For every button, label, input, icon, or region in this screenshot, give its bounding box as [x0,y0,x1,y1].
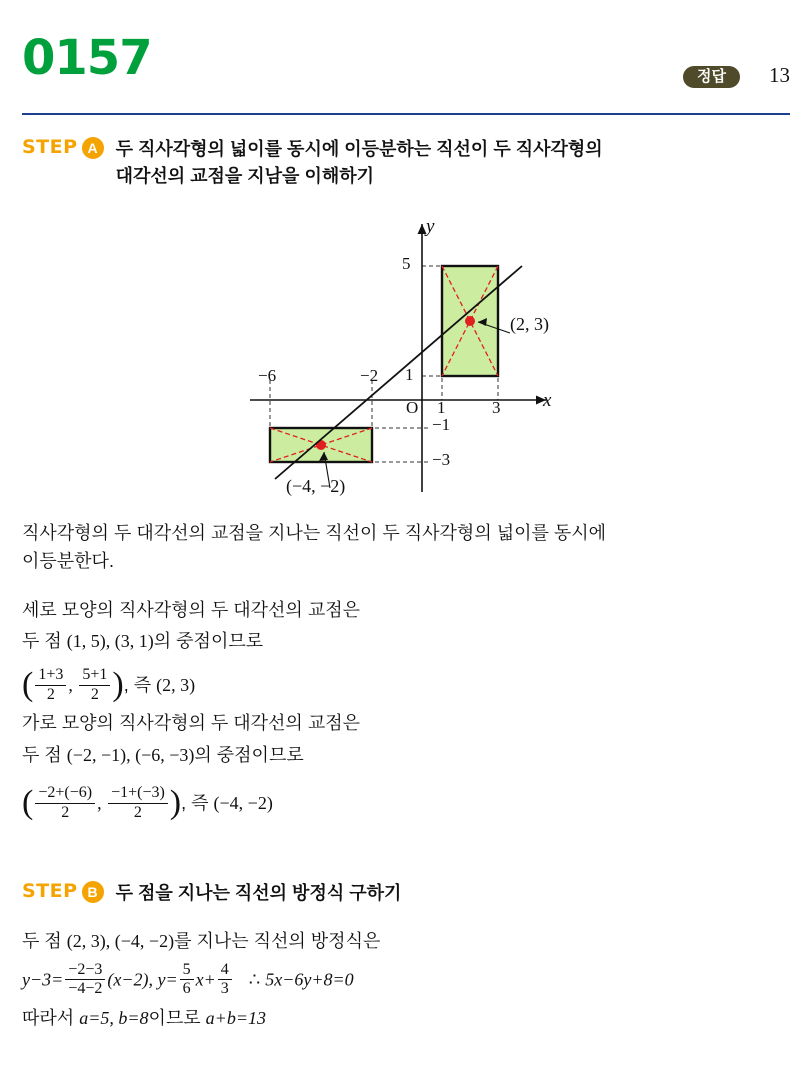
equation-line [22,962,792,1000]
fraction-3-numerator: −2+(−6) [38,784,93,802]
fraction-1-denominator: 2 [35,685,66,704]
fraction-slope-denominator: −4−2 [65,979,105,998]
fraction-slope [65,961,105,999]
fraction-five-six-numerator: 5 [182,961,191,978]
p5-math2: a+b=13 [205,1008,266,1028]
eq3-lhs: y−3= [22,969,64,990]
tick-y5: 5 [402,254,411,273]
paragraph-3-line2 [22,742,792,770]
tick-x1: 1 [437,398,446,417]
point-label-upper: (2, 3) [510,314,549,334]
p4-post: 를 지나는 직선의 방정식은 [174,931,381,951]
eq1-point: (2, 3) [156,675,196,696]
point-label-lower: (−4, −2) [286,476,346,496]
tick-xm2: −2 [360,366,379,385]
paragraph-2-line1 [22,597,792,625]
eq1-tail: , 즉 [123,675,152,696]
page-title: 0157 [22,30,152,86]
paren-open-2: ( [22,784,34,821]
graph-svg [210,208,610,508]
fraction-3 [35,784,95,822]
step-a-header [22,136,782,190]
eq3-therefore: ∴ [248,969,261,990]
fraction-1 [35,666,66,704]
step-a-text [116,136,603,190]
p2-line2-post: 의 중점이므로 [153,631,264,651]
p2-line2-pre: 두 점 [22,631,62,651]
step-a-label: STEP [22,136,78,158]
fraction-4-denominator: 2 [108,803,168,822]
step-b-text: 두 점을 지나는 직선의 방정식 구하기 [115,883,402,903]
paragraph-2-line2 [22,628,792,656]
coordinate-graph [210,208,610,508]
status-badge: 정답 [683,66,740,88]
fraction-five-six-denominator: 6 [180,979,194,998]
step-a-text-line2: 대각선의 교점을 지남을 이해하기 [115,166,374,186]
paren-close-2: ) [169,784,182,821]
fraction-five-six [180,961,194,999]
fraction-four-three [218,961,232,999]
eq3-final: 5x−6y+8=0 [265,969,354,990]
origin-label: O [406,398,419,417]
step-b-badge: B [82,881,104,903]
comma-1: , [68,675,78,696]
p5-pre: 따라서 [22,1008,75,1028]
fraction-2-denominator: 2 [79,685,110,704]
eq3-x: x+ [195,969,216,990]
p1-line2: 이등분한다. [22,550,114,571]
step-b-label: STEP [22,880,78,902]
page-header [0,0,812,118]
fraction-slope-numerator: −2−3 [68,961,103,978]
fraction-four-three-numerator: 4 [220,961,229,978]
eq2-point: (−4, −2) [213,793,273,814]
p5-math: a=5, b=8 [79,1008,149,1028]
eq3-mid: (x−2), y= [107,969,178,990]
answer-value: 13 [769,63,790,87]
p4-pre: 두 점 [22,931,62,951]
p3-line1: 가로 모양의 직사각형의 두 대각선의 교점은 [22,713,360,733]
comma-2: , [97,793,107,814]
y-axis-label: y [426,216,435,237]
tick-x3: 3 [492,398,501,417]
fraction-4 [108,784,168,822]
equation-midpoint-1 [22,660,792,713]
fraction-4-numerator: −1+(−3) [111,784,165,802]
eq2-tail: , 즉 [181,793,209,814]
p3-line2-pre: 두 점 [22,745,62,765]
fraction-2-numerator: 5+1 [82,666,108,684]
midpoint-upper [465,316,475,326]
p3-line2-math: (−2, −1), (−6, −3) [66,745,195,765]
equation-midpoint-2 [22,778,792,831]
paragraph-4 [22,928,792,956]
fraction-2 [79,666,110,704]
p2-line2-math: (1, 5), (3, 1) [66,631,154,651]
x-axis-label: x [543,390,552,411]
paragraph-1 [22,520,792,576]
paragraph-5 [22,1005,792,1033]
p2-line1: 세로 모양의 직사각형의 두 대각선의 교점은 [22,600,360,620]
paragraph-3-line1 [22,710,792,738]
p5-mid: 이므로 [148,1008,201,1028]
tick-xm6: −6 [258,366,277,385]
step-a-badge: A [82,137,104,159]
fraction-1-numerator: 1+3 [38,666,64,684]
tick-y1: 1 [405,365,414,384]
p3-line2-post: 의 중점이므로 [194,745,304,765]
step-b-header [22,880,782,907]
fraction-four-three-denominator: 3 [218,979,232,998]
step-a-text-line1: 두 직사각형의 넓이를 동시에 이등분하는 직선이 두 직사각형의 [115,139,603,159]
p1-line1: 직사각형의 두 대각선의 교점을 지나는 직선이 두 직사각형의 넓이를 동시에 [22,523,607,543]
divider [22,113,790,115]
fraction-3-denominator: 2 [35,803,95,822]
paren-open-1: ( [22,666,34,703]
p4-math: (2, 3), (−4, −2) [66,931,175,951]
paren-close-1: ) [112,666,124,703]
tick-ym3: −3 [432,450,451,469]
tick-ym1: −1 [432,415,451,434]
